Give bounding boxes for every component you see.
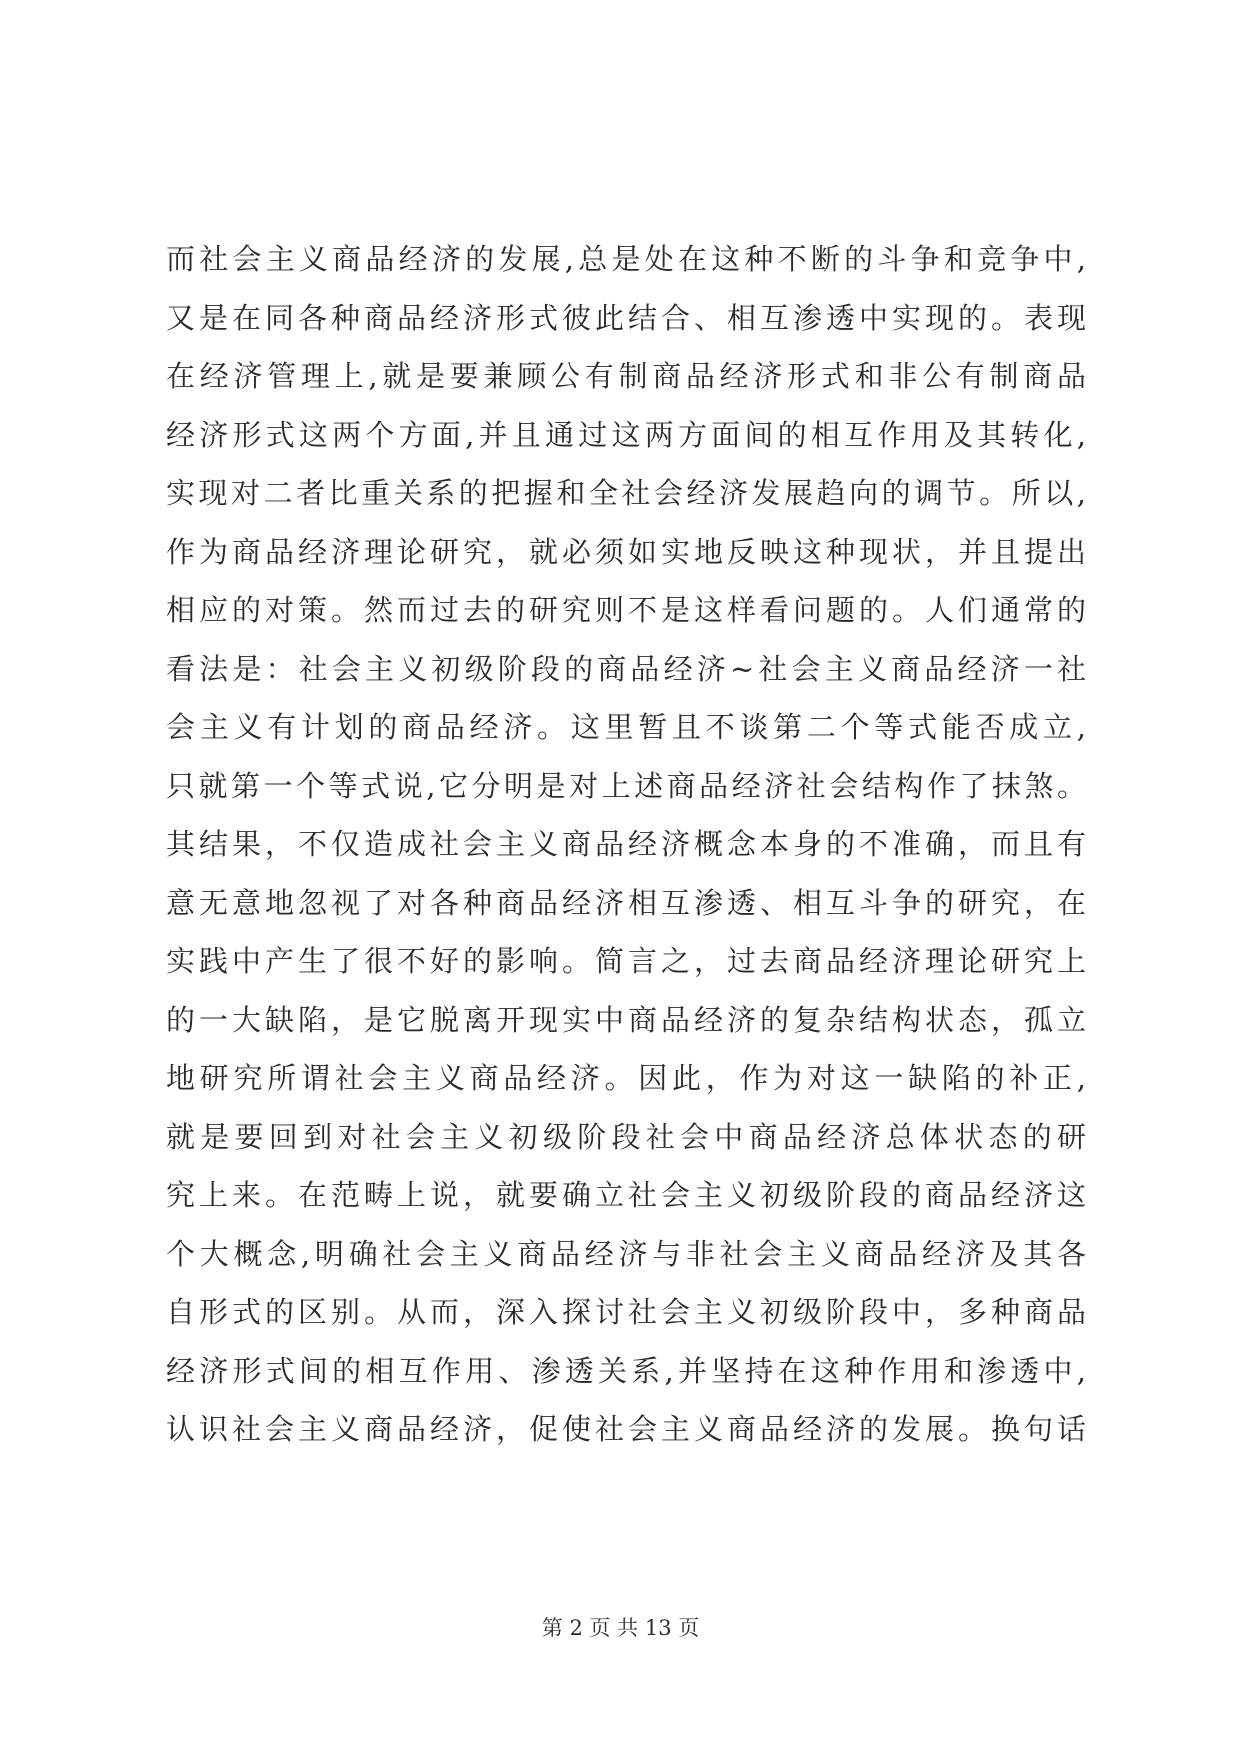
text-line: 实践中产生了很不好的影响。简言之，过去商品经济理论研究上 <box>166 944 1086 978</box>
text-line: 地研究所谓社会主义商品经济。因此，作为对这一缺陷的补正, <box>166 1061 1086 1095</box>
text-line: 看法是：社会主义初级阶段的商品经济~社会主义商品经济一社 <box>166 651 1086 686</box>
text-line: 在经济管理上,就是要兼顾公有制商品经济形式和非公有制商品 <box>166 359 1086 393</box>
body-paragraph <box>166 230 1086 1459</box>
text-line: 会主义有计划的商品经济。这里暂且不谈第二个等式能否成立, <box>166 710 1086 744</box>
text-line: 的一大缺陷，是它脱离开现实中商品经济的复杂结构状态，孤立 <box>166 1002 1086 1037</box>
text-line: 而社会主义商品经济的发展,总是处在这种不断的斗争和竞争中, <box>166 242 1086 276</box>
text-line: 其结果，不仅造成社会主义商品经济概念本身的不准确，而且有 <box>166 827 1086 861</box>
text-line: 经济形式这两个方面,并且通过这两方面间的相互作用及其转化, <box>166 417 1086 452</box>
text-line: 自形式的区别。从而，深入探讨社会主义初级阶段中，多种商品 <box>166 1295 1086 1329</box>
text-line: 又是在同各种商品经济形式彼此结合、相互渗透中实现的。表现 <box>166 300 1086 335</box>
text-line: 经济形式间的相互作用、渗透关系,并坚持在这种作用和渗透中, <box>166 1353 1086 1388</box>
text-line: 只就第一个等式说,它分明是对上述商品经济社会结构作了抹煞。 <box>166 768 1086 803</box>
text-line: 个大概念,明确社会主义商品经济与非社会主义商品经济及其各 <box>166 1236 1086 1271</box>
text-line: 实现对二者比重关系的把握和全社会经济发展趋向的调节。所以, <box>166 476 1086 510</box>
text-line: 就是要回到对社会主义初级阶段社会中商品经济总体状态的研 <box>166 1119 1086 1154</box>
text-line: 认识社会主义商品经济，促使社会主义商品经济的发展。换句话 <box>166 1412 1086 1446</box>
text-line: 相应的对策。然而过去的研究则不是这样看问题的。人们通常的 <box>166 593 1086 627</box>
text-line: 作为商品经济理论研究，就必须如实地反映这种现状，并且提出 <box>166 534 1086 569</box>
text-line: 究上来。在范畴上说，就要确立社会主义初级阶段的商品经济这 <box>166 1178 1086 1212</box>
text-line: 意无意地忽视了对各种商品经济相互渗透、相互斗争的研究，在 <box>166 885 1086 920</box>
page-number-footer: 第 2 页 共 13 页 <box>541 1616 700 1640</box>
